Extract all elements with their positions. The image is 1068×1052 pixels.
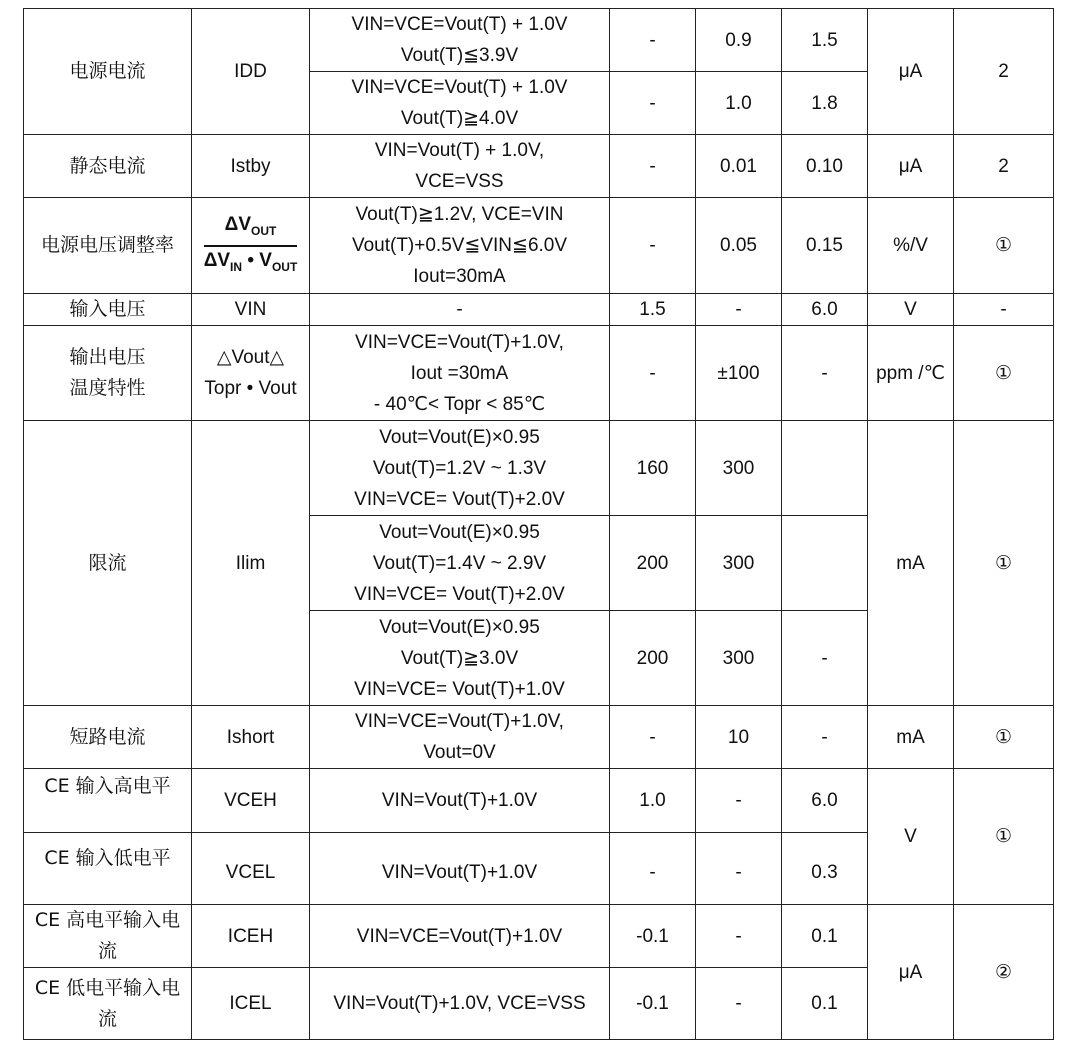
item-cell: 电源电压调整率 xyxy=(24,198,192,294)
condition-cell: VIN=Vout(T)+1.0V xyxy=(310,833,610,905)
typ-cell: ±100 xyxy=(696,326,782,421)
condition-cell: VIN=VCE=Vout(T)+1.0V, Iout =30mA - 40℃< Topr < 85℃ xyxy=(310,326,610,421)
min-cell: - xyxy=(610,833,696,905)
fraction-symbol: $\frac{\Delta V_{OUT}}{\Delta V_{IN} • V_{OUT}}$ xyxy=(203,213,298,274)
symbol-cell: VIN xyxy=(192,294,310,326)
item-cell: 输入电压 xyxy=(24,294,192,326)
note-cell: ② xyxy=(954,905,1054,1040)
condition-cell: VIN=Vout(T)+1.0V xyxy=(310,769,610,833)
unit-cell: V xyxy=(868,294,954,326)
max-cell: 0.3 xyxy=(782,833,868,905)
typ-cell: 300 xyxy=(696,611,782,706)
max-cell: 0.1 xyxy=(782,905,868,968)
condition-cell: VIN=VCE=Vout(T) + 1.0V Vout(T)≦3.9V xyxy=(310,9,610,72)
table-row xyxy=(24,198,1054,294)
typ-cell: - xyxy=(696,968,782,1040)
condition-cell: VIN=VCE=Vout(T) + 1.0V Vout(T)≧4.0V xyxy=(310,72,610,135)
unit-cell: μA xyxy=(868,135,954,198)
note-cell: ① xyxy=(954,326,1054,421)
symbol-cell: ICEL xyxy=(192,968,310,1040)
typ-cell: 300 xyxy=(696,516,782,611)
symbol-cell: Ilim xyxy=(192,421,310,706)
min-cell: 1.5 xyxy=(610,294,696,326)
min-cell: 1.0 xyxy=(610,769,696,833)
unit-cell: ppm /℃ xyxy=(868,326,954,421)
table-row xyxy=(24,294,1054,326)
max-cell: 1.5 xyxy=(782,9,868,72)
min-cell: - xyxy=(610,706,696,769)
note-cell: ① xyxy=(954,198,1054,294)
electrical-characteristics-table xyxy=(23,8,1054,1040)
min-cell: 200 xyxy=(610,516,696,611)
table-row xyxy=(24,326,1054,421)
max-cell: 0.1 xyxy=(782,968,868,1040)
note-cell: ① xyxy=(954,421,1054,706)
max-cell: - xyxy=(782,326,868,421)
symbol-cell: ICEH xyxy=(192,905,310,968)
unit-cell: μA xyxy=(868,905,954,1040)
item-cell: CE 低电平输入电 流 xyxy=(24,968,192,1040)
condition-cell: Vout(T)≧1.2V, VCE=VIN Vout(T)+0.5V≦VIN≦6.0V Iout=30mA xyxy=(310,198,610,294)
table-row xyxy=(24,9,1054,72)
note-cell: - xyxy=(954,294,1054,326)
symbol-cell: IDD xyxy=(192,9,310,135)
typ-cell: - xyxy=(696,833,782,905)
symbol-cell: Istby xyxy=(192,135,310,198)
typ-cell: 300 xyxy=(696,421,782,516)
item-cell: CE 输入高电平 xyxy=(24,769,192,833)
symbol-cell: △Vout△ Topr • Vout xyxy=(192,326,310,421)
min-cell: 160 xyxy=(610,421,696,516)
table-row xyxy=(24,769,1054,833)
item-cell: 静态电流 xyxy=(24,135,192,198)
symbol-cell: VCEH xyxy=(192,769,310,833)
max-cell: 6.0 xyxy=(782,294,868,326)
note-cell: 2 xyxy=(954,9,1054,135)
min-cell: - xyxy=(610,326,696,421)
condition-cell: Vout=Vout(E)×0.95 Vout(T)=1.4V ~ 2.9V VIN=VCE= Vout(T)+2.0V xyxy=(310,516,610,611)
condition-cell: VIN=Vout(T)+1.0V, VCE=VSS xyxy=(310,968,610,1040)
condition-cell: VIN=Vout(T) + 1.0V, VCE=VSS xyxy=(310,135,610,198)
symbol-cell: Ishort xyxy=(192,706,310,769)
item-cell: 限流 xyxy=(24,421,192,706)
unit-cell: V xyxy=(868,769,954,905)
max-cell xyxy=(782,421,868,516)
unit-cell: mA xyxy=(868,706,954,769)
item-cell: 电源电流 xyxy=(24,9,192,135)
note-cell: 2 xyxy=(954,135,1054,198)
max-cell: 6.0 xyxy=(782,769,868,833)
item-cell: CE 输入低电平 xyxy=(24,833,192,905)
typ-cell: 0.05 xyxy=(696,198,782,294)
condition-cell: - xyxy=(310,294,610,326)
typ-cell: 10 xyxy=(696,706,782,769)
max-cell: - xyxy=(782,611,868,706)
symbol-cell: VCEL xyxy=(192,833,310,905)
typ-cell: 1.0 xyxy=(696,72,782,135)
condition-cell: VIN=VCE=Vout(T)+1.0V xyxy=(310,905,610,968)
table-row xyxy=(24,135,1054,198)
unit-cell: %/V xyxy=(868,198,954,294)
note-cell: ① xyxy=(954,769,1054,905)
min-cell: - xyxy=(610,198,696,294)
max-cell: - xyxy=(782,706,868,769)
max-cell: 0.10 xyxy=(782,135,868,198)
condition-cell: Vout=Vout(E)×0.95 Vout(T)=1.2V ~ 1.3V VIN=VCE= Vout(T)+2.0V xyxy=(310,421,610,516)
min-cell: - xyxy=(610,135,696,198)
typ-cell: 0.01 xyxy=(696,135,782,198)
min-cell: - xyxy=(610,72,696,135)
symbol-cell xyxy=(192,198,310,294)
unit-cell: μA xyxy=(868,9,954,135)
condition-cell: VIN=VCE=Vout(T)+1.0V, Vout=0V xyxy=(310,706,610,769)
note-cell: ① xyxy=(954,706,1054,769)
max-cell: 0.15 xyxy=(782,198,868,294)
typ-cell: - xyxy=(696,294,782,326)
typ-cell: 0.9 xyxy=(696,9,782,72)
item-cell: 输出电压 温度特性 xyxy=(24,326,192,421)
unit-cell: mA xyxy=(868,421,954,706)
max-cell: 1.8 xyxy=(782,72,868,135)
min-cell: -0.1 xyxy=(610,968,696,1040)
typ-cell: - xyxy=(696,905,782,968)
table-row xyxy=(24,421,1054,516)
condition-cell: Vout=Vout(E)×0.95 Vout(T)≧3.0V VIN=VCE= Vout(T)+1.0V xyxy=(310,611,610,706)
min-cell: 200 xyxy=(610,611,696,706)
min-cell: -0.1 xyxy=(610,905,696,968)
max-cell xyxy=(782,516,868,611)
item-cell: CE 高电平输入电 流 xyxy=(24,905,192,968)
item-cell: 短路电流 xyxy=(24,706,192,769)
table-row xyxy=(24,905,1054,968)
typ-cell: - xyxy=(696,769,782,833)
table-row xyxy=(24,706,1054,769)
min-cell: - xyxy=(610,9,696,72)
